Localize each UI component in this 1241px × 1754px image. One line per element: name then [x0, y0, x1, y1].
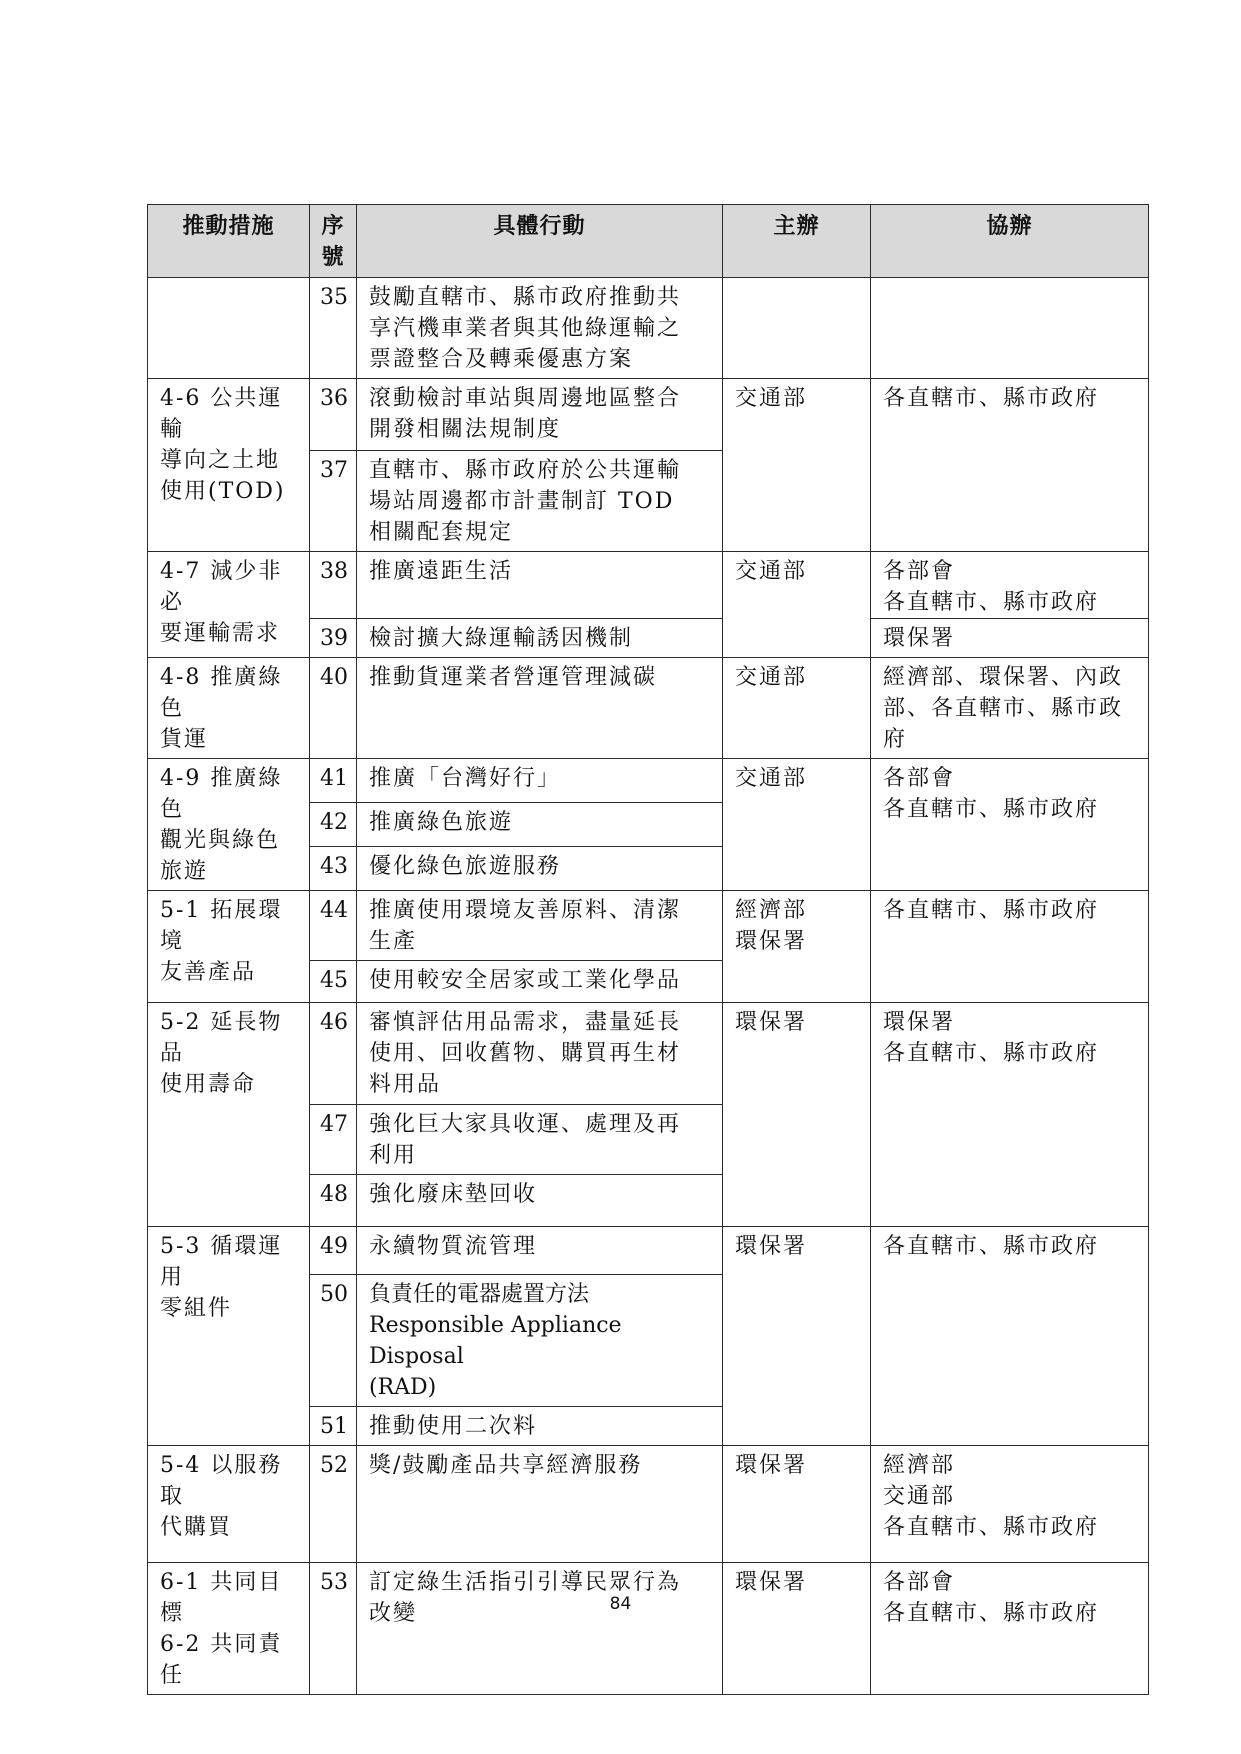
cell-line: 鼓勵直轄市、縣市政府推動共: [369, 285, 682, 310]
cell-line: Responsible Appliance Disposal: [369, 1313, 622, 1369]
cell-line: 各直轄市、縣市政府: [883, 1234, 1100, 1259]
cell-line: 環保署: [735, 1570, 808, 1595]
cell-line: 4-8 推廣綠色: [160, 665, 283, 721]
cell-line: 場站周邊都市計畫制訂 TOD: [369, 489, 675, 514]
assist-cell: [871, 1003, 1149, 1227]
header-seq-no: [310, 205, 357, 278]
lead-cell: [723, 379, 871, 552]
measure-cell: [148, 1227, 310, 1446]
action-cell: [357, 278, 723, 379]
seq-no-cell: 41: [310, 759, 357, 803]
cell-line: 各部會: [883, 559, 956, 584]
assist-cell: [871, 278, 1149, 379]
cell-line: 檢討擴大綠運輸誘因機制: [369, 626, 634, 651]
seq-no-cell: 44: [310, 891, 357, 961]
table-row: [148, 278, 1149, 379]
cell-line: 6-2 共同責任: [160, 1632, 283, 1688]
table-row: [148, 552, 1149, 619]
cell-line: 5-4 以服務取: [160, 1453, 283, 1509]
cell-line: 使用、回收舊物、購買再生材: [369, 1041, 682, 1066]
cell-line: 部、各直轄市、縣市政: [883, 696, 1124, 721]
assist-cell: [871, 759, 1149, 891]
action-cell: [357, 961, 723, 1003]
cell-line: 優化綠色旅遊服務: [369, 853, 562, 879]
cell-line: 利用: [369, 1143, 418, 1168]
action-cell: [357, 1563, 723, 1695]
cell-line: 5-3 循環運用: [160, 1234, 283, 1290]
cell-line: 使用較安全居家或工業化學品: [369, 968, 682, 993]
cell-line: 交通部: [735, 766, 808, 791]
cell-line: 獎/鼓勵產品共享經濟服務: [369, 1453, 643, 1478]
cell-line: 交通部: [735, 665, 808, 690]
cell-line: 貨運: [160, 727, 209, 752]
header-action: 具體行動: [357, 205, 723, 278]
cell-line: 環保署: [883, 1010, 956, 1035]
action-cell: [357, 1175, 723, 1227]
lead-cell: [723, 759, 871, 891]
action-cell: [357, 1227, 723, 1275]
seq-no-cell: 36: [310, 379, 357, 451]
cell-line: 觀光與綠色: [160, 828, 281, 853]
page-number: 84: [609, 1594, 632, 1614]
cell-line: 推動使用二次料: [369, 1414, 538, 1439]
cell-line: 代購買: [160, 1515, 233, 1540]
action-cell: [357, 759, 723, 803]
cell-line: 推廣遠距生活: [369, 559, 514, 584]
action-cell: [357, 379, 723, 451]
header-lead: 主辦: [723, 205, 871, 278]
measure-cell: [148, 891, 310, 1003]
measure-cell: [148, 379, 310, 552]
lead-cell: [723, 1446, 871, 1563]
lead-cell: [723, 1227, 871, 1446]
lead-cell: [723, 278, 871, 379]
measure-cell: [148, 658, 310, 759]
action-plan-table: [147, 204, 1149, 1695]
action-cell: [357, 658, 723, 759]
cell-line: 導向之土地: [160, 448, 281, 473]
cell-line: 各部會: [883, 1570, 956, 1595]
cell-line: 直轄市、縣市政府於公共運輸: [369, 458, 682, 483]
cell-line: 6-1 共同目標: [160, 1570, 283, 1626]
cell-line: 各直轄市、縣市政府: [883, 1041, 1100, 1066]
header-seq-no-line-1: 序: [321, 213, 345, 239]
cell-line: 交通部: [883, 1484, 956, 1509]
seq-no-cell: 45: [310, 961, 357, 1003]
measure-cell: [148, 278, 310, 379]
action-cell: [357, 803, 723, 846]
cell-line: 使用(TOD): [160, 479, 286, 504]
cell-line: 各部會: [883, 766, 956, 791]
lead-cell: [723, 1563, 871, 1695]
header-seq-no-line-2: 號: [321, 244, 345, 270]
table-row: [148, 1227, 1149, 1275]
cell-line: 各直轄市、縣市政府: [883, 590, 1100, 615]
cell-line: 永續物質流管理: [369, 1234, 538, 1259]
cell-line: 推動貨運業者營運管理減碳: [369, 665, 658, 690]
measure-cell: [148, 759, 310, 891]
action-cell: [357, 1003, 723, 1105]
cell-line: 開發相關法規制度: [369, 417, 562, 442]
cell-line: 各直轄市、縣市政府: [883, 898, 1100, 923]
measure-cell: [148, 552, 310, 658]
header-measure: 推動措施: [148, 205, 310, 278]
measure-cell: [148, 1563, 310, 1695]
measure-cell: [148, 1446, 310, 1563]
cell-line: 各直轄市、縣市政府: [883, 1515, 1100, 1540]
seq-no-cell: 50: [310, 1275, 357, 1407]
measure-cell: [148, 1003, 310, 1227]
table-row: [148, 891, 1149, 961]
cell-line: 交通部: [735, 386, 808, 411]
cell-line: 經濟部: [883, 1453, 956, 1478]
cell-line: 交通部: [735, 559, 808, 584]
seq-no-cell: 35: [310, 278, 357, 379]
seq-no-cell: 51: [310, 1407, 357, 1446]
cell-line: 審慎評估用品需求，盡量延長: [369, 1010, 682, 1035]
seq-no-cell: 49: [310, 1227, 357, 1275]
cell-line: 府: [883, 727, 908, 752]
cell-line: 經濟部、環保署、內政: [883, 665, 1124, 690]
seq-no-cell: 53: [310, 1563, 357, 1695]
action-cell: [357, 552, 723, 619]
seq-no-cell: 43: [310, 846, 357, 890]
cell-line: 經濟部: [735, 898, 808, 923]
assist-cell: [871, 891, 1149, 1003]
cell-line: 環保署: [735, 1010, 808, 1035]
seq-no-cell: 47: [310, 1105, 357, 1175]
seq-no-cell: 46: [310, 1003, 357, 1105]
cell-line: 各直轄市、縣市政府: [883, 386, 1100, 411]
cell-line: 相關配套規定: [369, 520, 514, 545]
cell-line: 生產: [369, 929, 418, 954]
lead-cell: [723, 658, 871, 759]
action-cell: [357, 451, 723, 552]
cell-line: 票證整合及轉乘優惠方案: [369, 347, 634, 372]
cell-line: 推廣「台灣好行」: [369, 766, 562, 791]
cell-line: 各直轄市、縣市政府: [883, 797, 1100, 822]
cell-line: 5-1 拓展環境: [160, 898, 283, 954]
table-row: [148, 1003, 1149, 1105]
seq-no-cell: 37: [310, 451, 357, 552]
cell-line: 4-6 公共運輸: [160, 386, 283, 442]
header-row: [148, 205, 1149, 278]
seq-no-cell: 39: [310, 619, 357, 658]
cell-line: 零組件: [160, 1296, 233, 1321]
seq-no-cell: 42: [310, 803, 357, 846]
table-row: [148, 759, 1149, 803]
table-row: [148, 1563, 1149, 1695]
assist-cell: [871, 658, 1149, 759]
seq-no-cell: 38: [310, 552, 357, 619]
cell-line: 各直轄市、縣市政府: [883, 1601, 1100, 1626]
lead-cell: [723, 1003, 871, 1227]
seq-no-cell: 52: [310, 1446, 357, 1563]
cell-line: 負責任的電器處置方法: [369, 1282, 590, 1307]
cell-line: 享汽機車業者與其他綠運輸之: [369, 316, 682, 341]
seq-no-cell: 48: [310, 1175, 357, 1227]
cell-line: 旅遊: [160, 859, 209, 884]
table-row: [148, 379, 1149, 451]
cell-line: 要運輸需求: [160, 621, 281, 646]
action-cell: [357, 1407, 723, 1446]
cell-line: 強化廢床墊回收: [369, 1182, 538, 1207]
assist-cell: [871, 1227, 1149, 1446]
cell-line: 環保署: [735, 929, 808, 954]
cell-line: 環保署: [735, 1234, 808, 1259]
cell-line: 推廣綠色旅遊: [369, 810, 514, 836]
lead-cell: [723, 552, 871, 658]
cell-line: 料用品: [369, 1072, 442, 1097]
cell-line: 推廣使用環境友善原料、清潔: [369, 898, 682, 923]
action-cell: [357, 891, 723, 961]
cell-line: 訂定綠生活指引引導民眾行為: [369, 1570, 682, 1595]
table-row: [148, 658, 1149, 759]
cell-line: 改變: [369, 1601, 418, 1626]
action-cell: [357, 619, 723, 658]
cell-line: 4-9 推廣綠色: [160, 766, 283, 822]
cell-line: 5-2 延長物品: [160, 1010, 283, 1066]
lead-cell: [723, 891, 871, 1003]
action-cell: [357, 1275, 723, 1407]
table-row: [148, 1446, 1149, 1563]
assist-cell: [871, 552, 1149, 619]
seq-no-cell: 40: [310, 658, 357, 759]
assist-cell: [871, 1563, 1149, 1695]
cell-line: 滾動檢討車站與周邊地區整合: [369, 386, 682, 411]
cell-line: 友善產品: [160, 960, 257, 985]
cell-line: 4-7 減少非必: [160, 559, 283, 615]
assist-cell: [871, 379, 1149, 552]
cell-line: 環保署: [735, 1453, 808, 1478]
action-cell: [357, 846, 723, 890]
cell-line: 環保署: [883, 626, 956, 651]
cell-line: 強化巨大家具收運、處理及再: [369, 1112, 682, 1137]
header-assist: 協辦: [871, 205, 1149, 278]
assist-cell: [871, 619, 1149, 658]
assist-cell: [871, 1446, 1149, 1563]
cell-line: (RAD): [369, 1375, 437, 1400]
action-cell: [357, 1105, 723, 1175]
action-cell: [357, 1446, 723, 1563]
cell-line: 使用壽命: [160, 1072, 257, 1097]
